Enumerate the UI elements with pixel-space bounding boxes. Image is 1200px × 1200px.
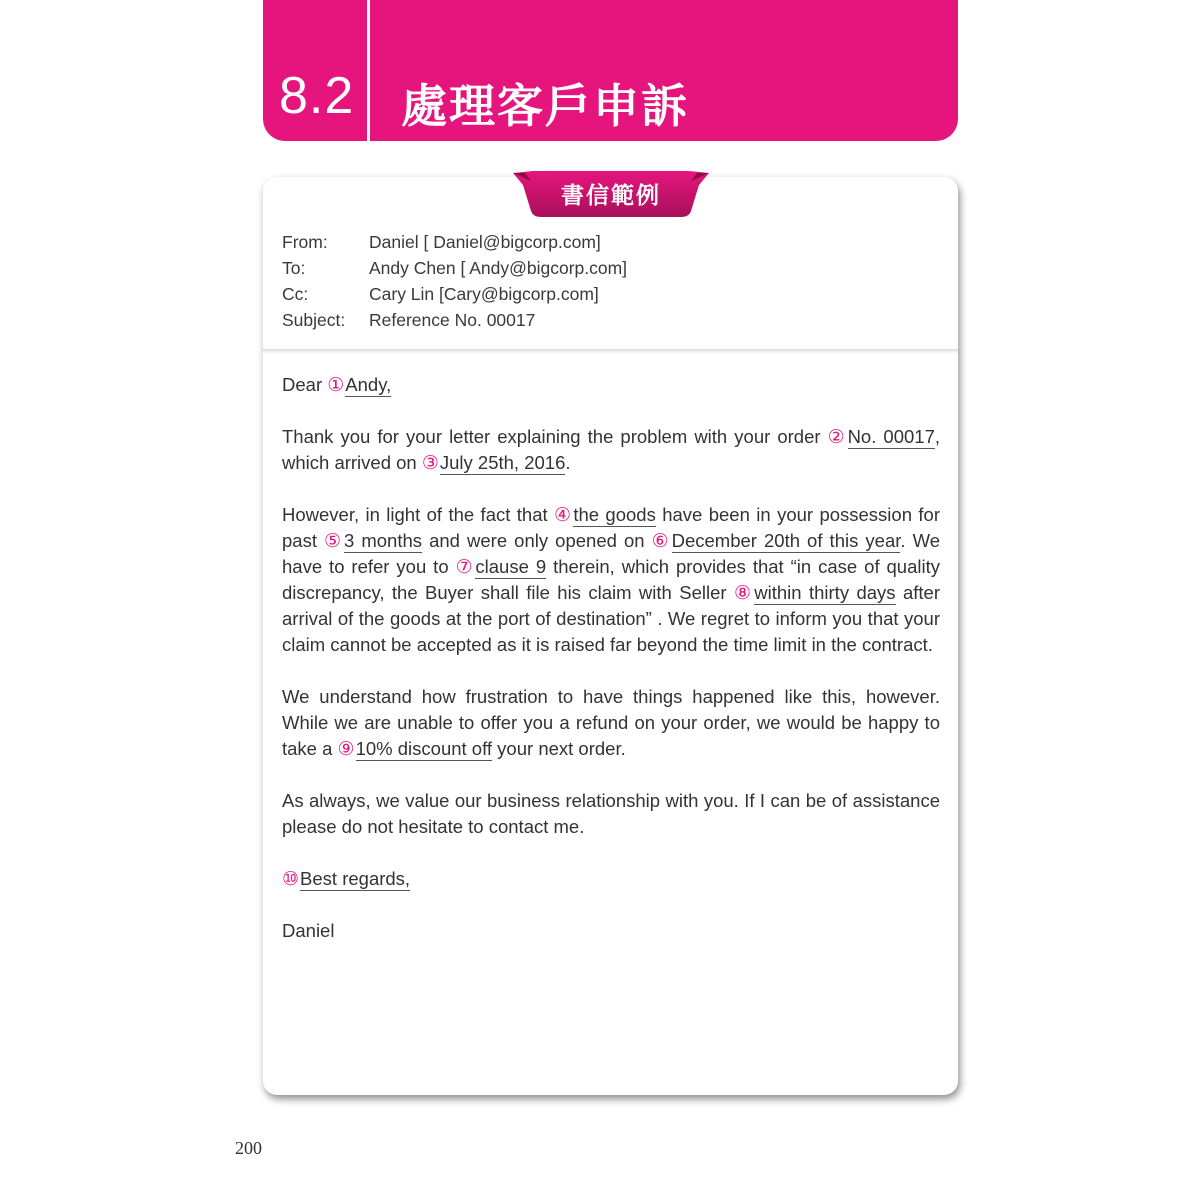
text: . We have to refer you to xyxy=(282,530,940,577)
signature: Daniel xyxy=(282,920,335,941)
meta-row-cc xyxy=(282,281,627,307)
text: However, in light of the fact that xyxy=(282,504,555,525)
email-meta xyxy=(282,229,627,333)
text: and were only opened on xyxy=(422,530,652,551)
greeting xyxy=(282,372,940,398)
paragraph-3 xyxy=(282,684,940,762)
underlined-goods: the goods xyxy=(573,504,656,525)
text: your next order. xyxy=(492,738,626,759)
text: therein, which provides that “in case of quality discrepancy, the Buyer shall file his claim with Seller xyxy=(282,556,940,603)
section-number: 8.2 xyxy=(279,67,355,125)
closing xyxy=(282,866,940,892)
marker-7: ⑦ xyxy=(455,556,475,578)
text: after arrival of the goods at the port of destination” . We regret to inform you that your claim cannot be accepted as it is raised far beyond the time limit in the contract. xyxy=(282,582,940,655)
marker-4: ④ xyxy=(554,504,573,526)
marker-8: ⑧ xyxy=(733,582,754,604)
text: , which arrived on xyxy=(282,426,940,473)
meta-key: Cc: xyxy=(282,284,309,304)
underlined-clause: clause 9 xyxy=(475,556,547,577)
tab-label: 書信範例 xyxy=(561,182,661,209)
marker-6: ⑥ xyxy=(651,530,671,552)
section-header xyxy=(263,0,958,141)
text: . xyxy=(565,452,571,473)
marker-5: ⑤ xyxy=(324,530,343,552)
meta-row-from xyxy=(282,229,627,255)
marker-3: ③ xyxy=(421,452,439,474)
meta-value: Daniel [ Daniel@bigcorp.com] xyxy=(369,232,601,252)
paragraph-1 xyxy=(282,424,940,476)
marker-9: ⑨ xyxy=(337,738,355,760)
text: We understand how frustration to have things happened like this, however. While we are unable to offer you a refund on your order, we would be happy to take a xyxy=(282,686,940,759)
letter-body xyxy=(282,372,940,944)
underlined-period: 3 months xyxy=(344,530,423,551)
card-separator xyxy=(263,349,958,354)
section-title: 處理客戶申訴 xyxy=(401,79,689,133)
meta-key: From: xyxy=(282,232,328,252)
underlined-open-date: December 20th of this year xyxy=(671,530,901,551)
underlined-discount: 10% discount off xyxy=(355,738,493,759)
header-divider xyxy=(367,0,370,141)
marker-1: ① xyxy=(327,374,345,396)
underlined-order-no: No. 00017 xyxy=(847,426,935,447)
paragraph-4: As always, we value our business relationship with you. If I can be of assistance please do not hesitate to contact me. xyxy=(282,790,940,837)
meta-row-subject xyxy=(282,307,627,333)
example-tab xyxy=(513,171,709,217)
meta-value: Cary Lin [Cary@bigcorp.com] xyxy=(369,284,599,304)
meta-value: Andy Chen [ Andy@bigcorp.com] xyxy=(369,258,628,278)
greeting-name: Andy, xyxy=(345,374,392,395)
greeting-text: Dear xyxy=(282,374,328,395)
meta-row-to xyxy=(282,255,627,281)
marker-10: ⑩ xyxy=(282,868,300,890)
page-number: 200 xyxy=(235,1138,262,1158)
text: have been in your possession for past xyxy=(282,504,940,551)
meta-key: Subject: xyxy=(282,310,346,330)
underlined-deadline: within thirty days xyxy=(754,582,896,603)
text: Thank you for your letter explaining the problem with your order xyxy=(282,426,828,447)
underlined-date: July 25th, 2016 xyxy=(439,452,566,473)
marker-2: ② xyxy=(827,426,847,448)
paragraph-2 xyxy=(282,502,940,658)
closing-text: Best regards, xyxy=(300,868,411,889)
meta-value: Reference No. 00017 xyxy=(369,310,536,330)
meta-key: To: xyxy=(282,258,306,278)
